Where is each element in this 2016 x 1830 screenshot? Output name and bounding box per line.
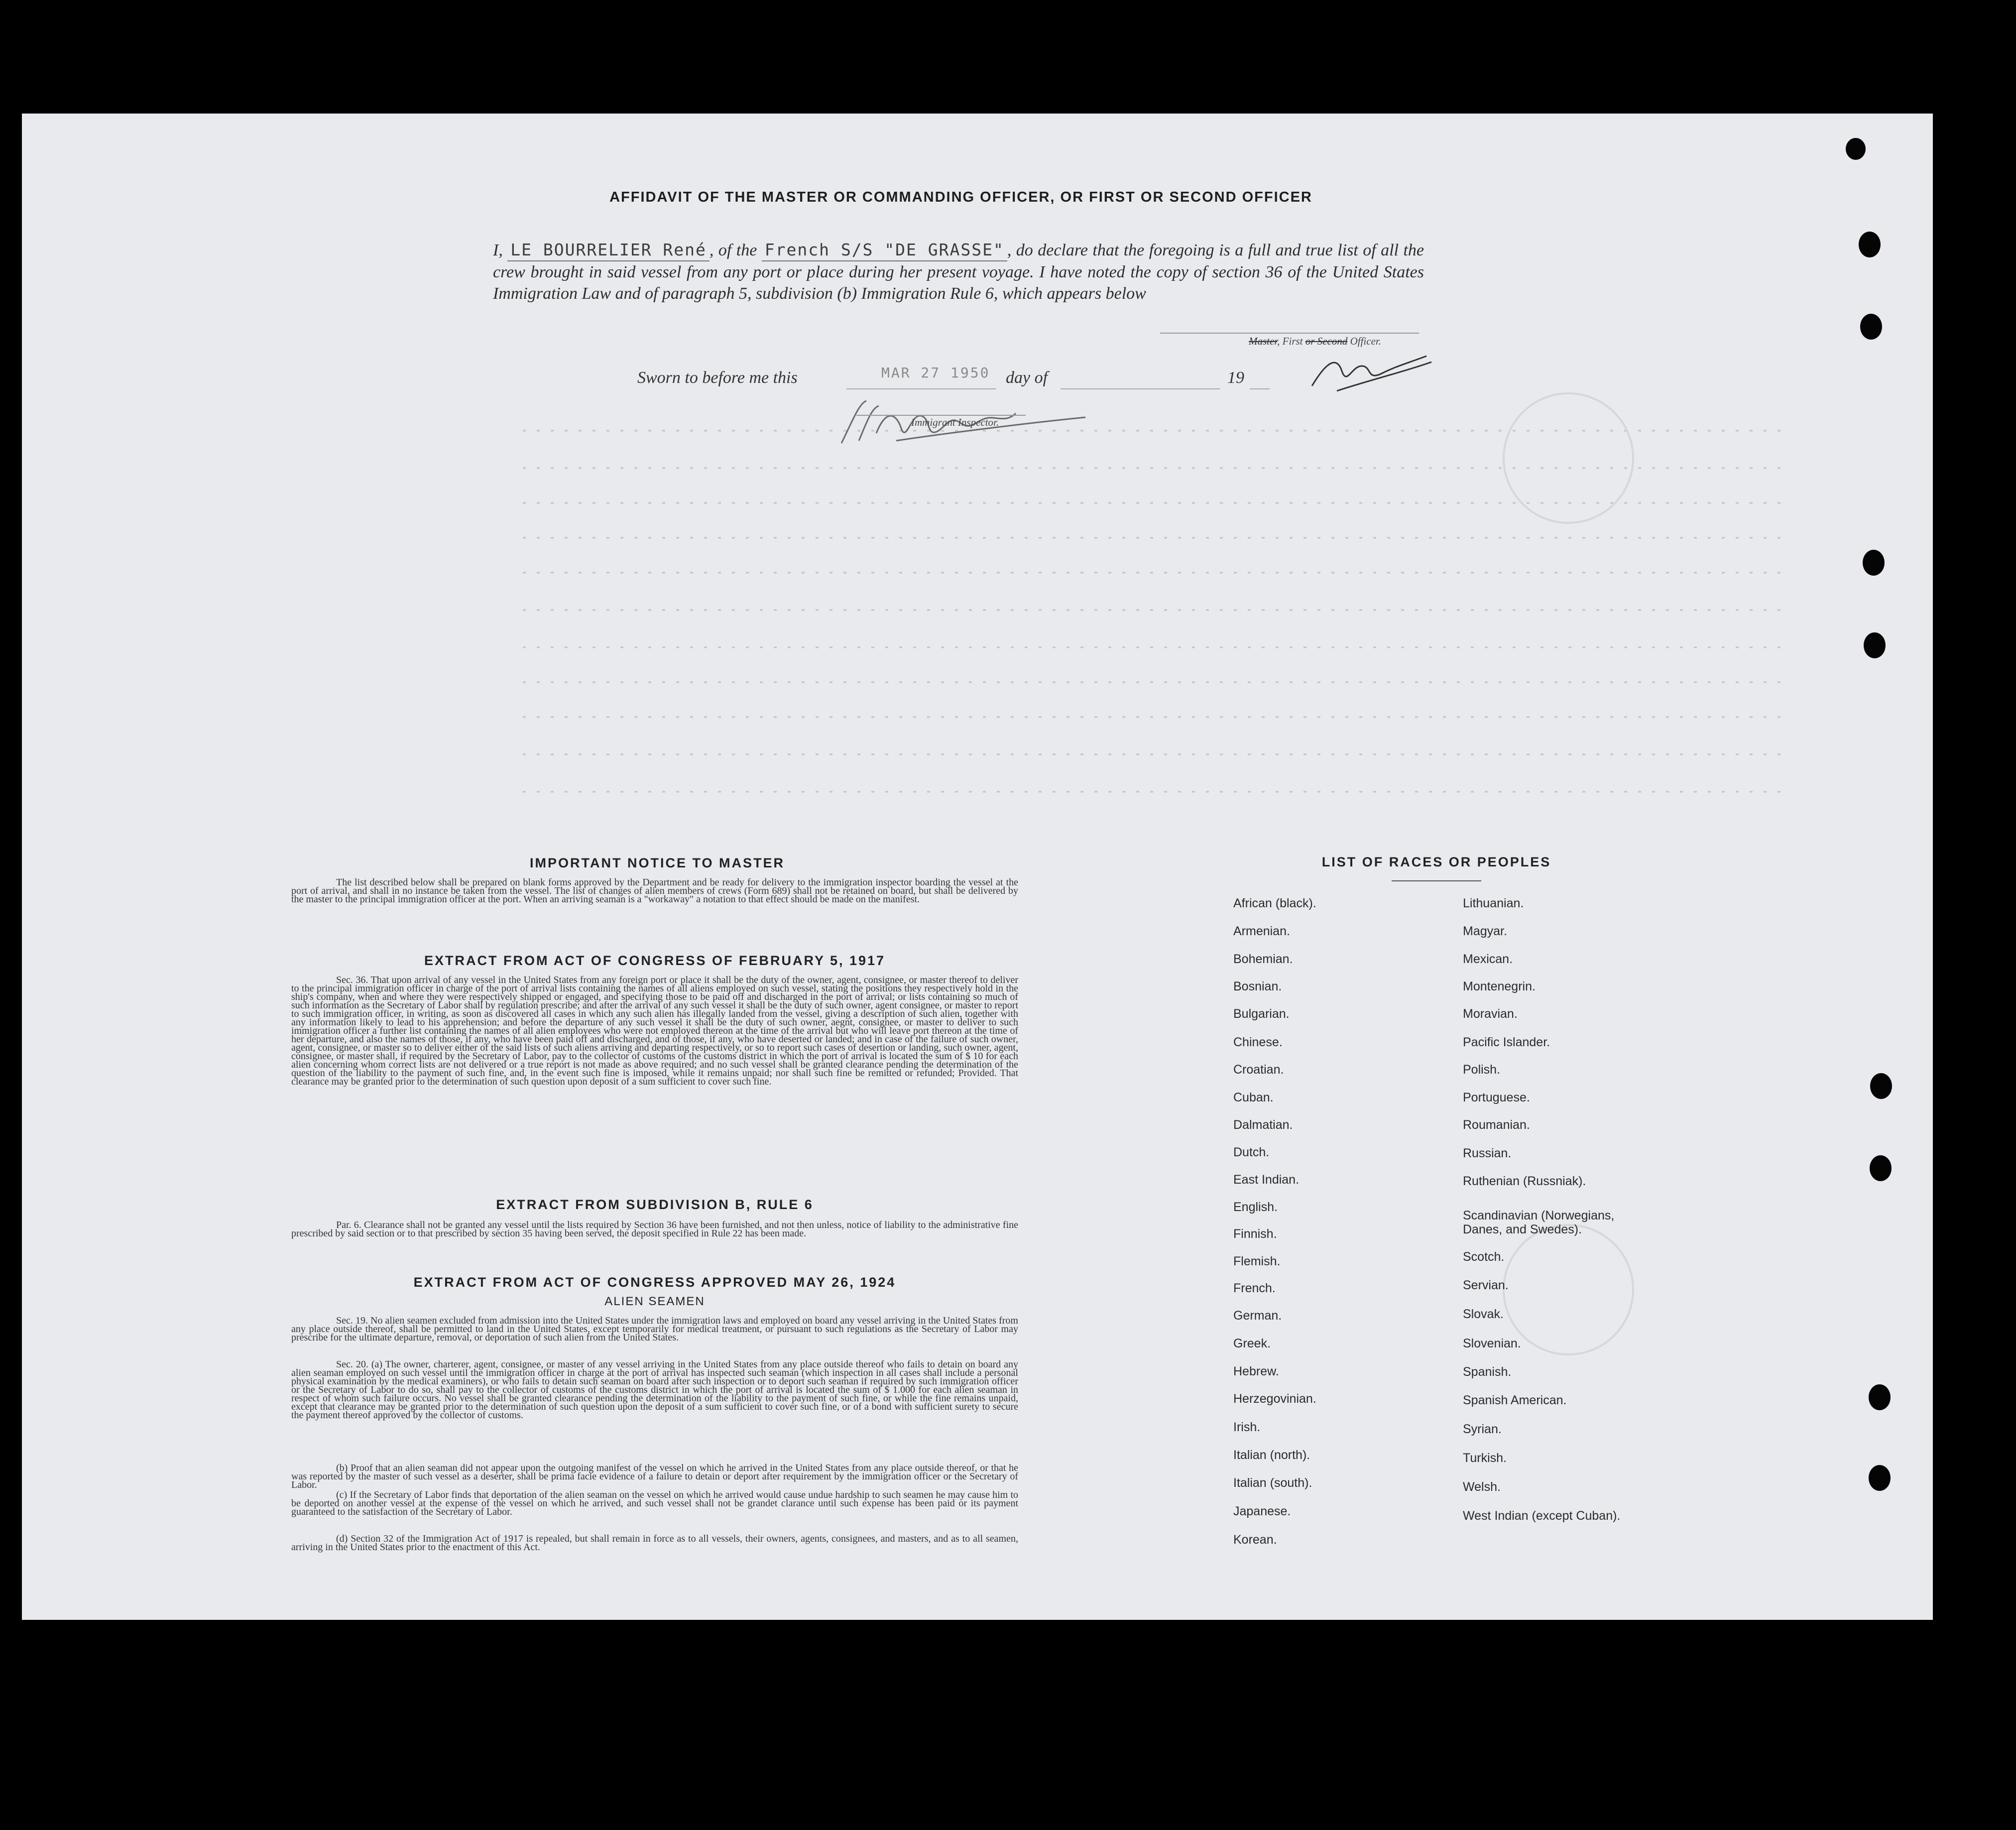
officer-signature-line [1160, 333, 1419, 334]
officer-title-mid: , First [1277, 335, 1303, 347]
race-item: Italian (north). [1233, 1448, 1310, 1462]
extract-1924-sec20c: (c) If the Secretary of Labor finds that deportation of the alien seaman on the vessel on which he arrived would cause undue hardship to such seamen he may cause him to be deported on another vessel at the expense of the vessel on which he arrived, and such vessel shall not be grandet clarance until such expense has been paid or its payment guaranteed to the satisfaction of the Secretary of Labor. [291, 1489, 1018, 1517]
inspector-signature-line [856, 415, 1026, 416]
race-item: Roumanian. [1463, 1118, 1530, 1132]
race-item: Spanish American. [1463, 1393, 1567, 1407]
officer-title-end: Officer. [1350, 335, 1381, 347]
race-item: German. [1233, 1309, 1282, 1323]
race-item: Hebrew. [1233, 1364, 1279, 1378]
date-underline [846, 388, 996, 389]
year-underline [1250, 388, 1270, 389]
race-item: Turkish. [1463, 1451, 1507, 1465]
day-of-label: day of [1006, 368, 1048, 387]
race-item: Scotch. [1463, 1250, 1505, 1264]
race-item: Croatian. [1233, 1063, 1284, 1077]
officer-title-caption [1249, 335, 1381, 348]
race-item: Ruthenian (Russniak). [1463, 1174, 1586, 1188]
race-item: West Indian (except Cuban). [1463, 1509, 1621, 1523]
officer-title-struck-second: or Second [1305, 335, 1348, 347]
affidavit-line1-suffix: , do declare [1007, 241, 1088, 259]
race-item: Bosnian. [1233, 979, 1282, 993]
affidavit-line1-mid: , of the [709, 241, 757, 259]
race-item: Italian (south). [1233, 1476, 1312, 1490]
extract-rule6-text: Par. 6. Clearance shall not be granted any vessel until the lists required by Section 36 have been furnished, and not then unless, notice of liability to the administrative fine prescribed by said section or to that prescribed by section 35 having been served, the deposit specified in Rule 22 has been made. [291, 1220, 1018, 1239]
affidavit-declaration-text: that the foregoing is a full and true list of all the crew brought in said vessel from any port or place during her present voyage. I have noted the copy of section 36 of the United States Immigration Law and of paragraph 5, subdivision (b) Immigration Rule 6, which appears below [493, 241, 1424, 303]
race-item: Moravian. [1463, 1007, 1518, 1021]
race-item: French. [1233, 1281, 1276, 1295]
race-item: English. [1233, 1200, 1278, 1214]
extract-rule6-title: EXTRACT FROM SUBDIVISION B, RULE 6 [496, 1197, 814, 1212]
extract-1924-sec20b: (b) Proof that an alien seaman did not appear upon the outgoing manifest of the vessel on which he arrived in the United States from any place outside thereof, or that he was reported by the master of such vessel as a deserter, shall be prima facie evidence of a failure to detain or deport after requirement by the immigration officer or the Secretary of Labor. [291, 1463, 1018, 1490]
race-item: Spanish. [1463, 1365, 1512, 1379]
notice-text: The list described below shall be prepared on blank forms approved by the Department and be ready for delivery to the immigration inspector boarding the vessel at the port of arrival, and shall in no instance be taken from the vessel. The list of changes of alien members of crews (Form 689) shall not be retained on board, but shall be delivered by the master to the principal immigration officer at the port. When an arriving seaman is a "workaway" a notation to that effect should be made on the manifest. [291, 877, 1018, 905]
races-title-rule [1392, 880, 1481, 881]
year-prefix: 19 [1227, 368, 1244, 387]
affidavit-line1-prefix: I, [493, 241, 503, 259]
race-item: Magyar. [1463, 924, 1507, 938]
race-item: Slovak. [1463, 1307, 1504, 1321]
extract-1917-title: EXTRACT FROM ACT OF CONGRESS OF FEBRUARY 5, 1917 [424, 953, 886, 968]
race-item: Scandinavian (Norwegians, Danes, and Swedes). [1463, 1209, 1615, 1236]
race-item: Polish. [1463, 1063, 1501, 1077]
race-item: Pacific Islander. [1463, 1035, 1550, 1049]
race-item: Cuban. [1233, 1091, 1274, 1104]
race-item: Greek. [1233, 1337, 1271, 1350]
officer-name-field: LE BOURRELIER René [507, 239, 710, 261]
race-item: Bulgarian. [1233, 1007, 1290, 1021]
races-title: LIST OF RACES OR PEOPLES [1321, 854, 1551, 869]
races-right-column [1463, 896, 1642, 1549]
extract-1924-sec20d: (d) Section 32 of the Immigration Act of 1917 is repealed, but shall remain in force as to all vessels, their owners, agents, consignees, and masters, and as to all seamen, arriving in the United States prior to the enactment of this Act. [291, 1533, 1018, 1553]
race-item: Lithuanian. [1463, 896, 1524, 910]
race-item: Servian. [1463, 1278, 1509, 1292]
race-item: Bohemian. [1233, 952, 1293, 966]
sworn-text: Sworn to before me this [637, 368, 798, 387]
race-item: Dutch. [1233, 1145, 1270, 1159]
race-item: Japanese. [1233, 1504, 1291, 1518]
race-item: Portuguese. [1463, 1091, 1530, 1104]
race-item: Dalmatian. [1233, 1118, 1293, 1132]
race-item: Irish. [1233, 1420, 1261, 1434]
date-stamp: MAR 27 1950 [881, 365, 990, 381]
race-item: Mexican. [1463, 952, 1513, 966]
inspector-label: Immigrant Inspector. [911, 416, 999, 428]
vessel-name-field: French S/S "DE GRASSE" [762, 239, 1007, 261]
officer-title-struck-master: Master [1249, 335, 1278, 347]
race-item: Russian. [1463, 1146, 1512, 1160]
race-item: Herzegovinian. [1233, 1392, 1316, 1406]
race-item: Chinese. [1233, 1035, 1283, 1049]
extract-1917-text: Sec. 36. That upon arrival of any vessel in the United States from any foreign port or place it shall be the duty of the owner, agent, consignee, or master thereof to deliver to the principal immigration officer in charge of the port of arrival lists containing the names of all aliens employed on such vessel, stating the positions they respectively hold in the ship's company, when and where they were respectively shipped or engaged, and specifying those to be paid off and discharged in the port of arrival; or lists containing so much of such information as the Secretary of Labor shall by regulation prescribe; and after the arrival of any such vessel it shall be the duty of such owner, agent consignee, or master to report to such immigration officer, in writing, as soon as discovered all cases in which any such alien has illegally landed from the vessel, giving a description of such alien, together with any information likely to lead to his apprehension; and before the departure of any such vessel it shall be the duty of such owner, aegnt, consignee, or master to deliver to such immigration officer a further list containing the names of all alien employees who were not employed thereon at the time of the arrival but who will leave port thereon at the time of her departure, and also the names of those, if any, who have been paid off and discharged, and of those, if any, who have deserted or landed; and in case of the failure of such owner, agent, consignee, or master so to deliver either of the said lists of such aliens arriving and departing respectively, or so to report such cases of desertion or landing, such owner, agent, consignee, or master shall, if required by the Secretary of Labor, pay to the collector of customs of the customs district in which the port of arrival is located the sum of $ 10 for each alien concerning whom correct lists are not delivered or a true report is not made as above required; and no such vessel shall be granted clearance pending the determination of the question of the liability to the payment of such fine, and, in the event such fine is imposed, while it remains unpaid; nor shall such fine be remitted or refunded; Provided. That clearance may be granted prior to the determination of such question upon deposit of a sum sufficient to cover such fine. [291, 975, 1018, 1087]
races-left-column [1233, 896, 1432, 1547]
race-item: Armenian. [1233, 924, 1290, 938]
race-item: Slovenian. [1463, 1337, 1521, 1350]
race-item: Flemish. [1233, 1254, 1281, 1268]
race-item: African (black). [1233, 896, 1316, 910]
race-item: East Indian. [1233, 1173, 1300, 1187]
race-item: Syrian. [1463, 1422, 1502, 1436]
extract-1924-title: EXTRACT FROM ACT OF CONGRESS APPROVED MAY 26, 1924 [413, 1275, 896, 1290]
affidavit-heading: AFFIDAVIT OF THE MASTER OR COMMANDING OFFICER, OR FIRST OR SECOND OFFICER [609, 189, 1312, 205]
race-item: Korean. [1233, 1533, 1277, 1547]
month-underline [1061, 388, 1220, 389]
officer-signature [1307, 351, 1436, 396]
notice-title: IMPORTANT NOTICE TO MASTER [530, 855, 785, 870]
extract-1924-subtitle: ALIEN SEAMEN [604, 1295, 705, 1308]
race-item: Montenegrin. [1463, 979, 1536, 993]
race-item: Finnish. [1233, 1227, 1277, 1241]
race-item: Welsh. [1463, 1480, 1501, 1494]
extract-1924-sec19: Sec. 19. No alien seamen excluded from admission into the United States under the immigration laws and employed on board any vessel arriving in the United States from any place outside thereof, shall be permitted to land in the United States, except temporarily for medical treatment, or pursuant to such regulations as the Secretary of Labor may prescribe for the ultimate departure, removal, or deportation of such alien from the United States. [291, 1315, 1018, 1343]
affidavit-body [493, 239, 1424, 304]
extract-1924-sec20a: Sec. 20. (a) The owner, charterer, agent, consignee, or master of any vessel arriving in the United States from any place outside thereof who fails to detain on board any alien seaman employed on such vessel until the immigration officer in charge at the port of arrival has inspected such seaman (which inspection in all cases shall include a personal physical examination by the medical examiners), or who fails to detain such seaman on board after such inspection or to deport such seaman if required by such immigration officer or the Secretary of Labor to do so, shall pay to the collector of customs of the customs district in which the port of arrival is located the sum of $ 1.000 for each alien seaman in respect of whom such failure occurs. No vessel shall be granted clearance pending the determination of the liability to the payment of such fine, or while the fine remains unpaid, except that clearance may be granted prior to the determination of such question upon the deposit of a sum sufficient to cover such fine, or of a bond with sufficient surety to secure the payment thereof approved by the collector of customs. [291, 1359, 1018, 1421]
